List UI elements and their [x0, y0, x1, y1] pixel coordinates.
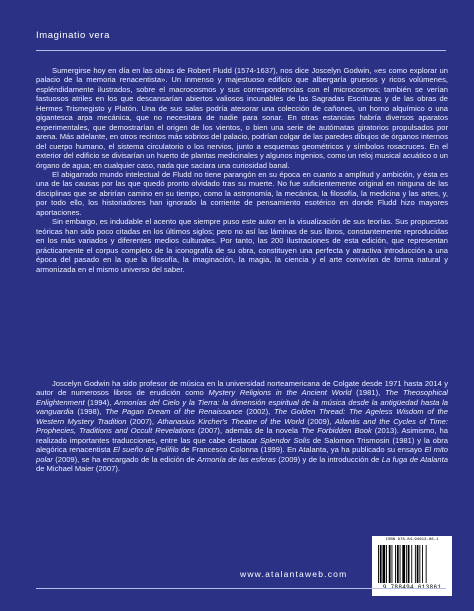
book-title: Atlantis and the Cycles of Time: Prophecies, Traditions and Occult Revelations — [36, 416, 449, 436]
barcode-bar — [392, 545, 393, 583]
bio-text-run: (2007), — [126, 416, 158, 426]
author-bio-paragraph — [36, 379, 448, 474]
barcode-bar — [389, 545, 391, 583]
synopsis-paragraph-3: Sin embargo, es indudable el acento que siempre puso este autor en la visualización de sus teorías. Sus propuestas teóricas han sido poco citadas en los últimos siglos; pero no así las láminas de sus libros, constantemente reproducidas en los más variados y diferentes medios culturales. Por tanto, las 200 ilustraciones de esta edición, que representan prácticamente el corpus completo de la iconografía de su obra, constituyen una perfecta y atractiva introducción a una época del pasado en la que la filosofía, la imaginación, la magia, la ciencia y el arte convivían de forma natural y armonizada en el mismo universo del saber. — [36, 217, 448, 274]
book-title: The Theosophical Enlightenment — [36, 388, 448, 407]
barcode-bar — [395, 545, 396, 583]
barcode — [372, 536, 452, 596]
bio-text-run: de Salomon Trismosin (1981) y la obra alegórica renacentista — [36, 435, 449, 455]
book-title: The Pagan Dream of the Renaissance — [105, 407, 243, 417]
barcode-bar — [397, 545, 399, 583]
barcode-bar — [383, 545, 386, 583]
barcode-bar — [406, 545, 407, 583]
bio-text-run: (1994), — [84, 397, 115, 407]
publisher-website[interactable]: www.atalantaweb.com — [240, 569, 348, 579]
bio-text-run: (1998), — [73, 407, 106, 417]
bio-text-run: de Michael Maier (2007). — [36, 464, 120, 474]
barcode-bar — [417, 545, 419, 583]
bio-text-run: (1981), — [351, 388, 385, 398]
series-title: Imaginatio vera — [36, 30, 110, 41]
bio-text-run: (2009), — [304, 416, 335, 426]
book-title: El sueño de Polifilo — [113, 445, 179, 455]
book-title: The Golden Thread: The Ageless Wisdom of the Western Mystery Tradition — [36, 407, 448, 426]
book-title: Splendor Solis — [260, 435, 310, 445]
bottom-divider — [36, 588, 446, 589]
barcode-bar — [380, 545, 382, 583]
bio-text-run: (2013). Asimismo, ha realizado importantes traducciones, entre las que cabe destacar — [36, 426, 448, 445]
bio-text-run: Joscelyn Godwin ha sido profesor de música en la universidad norteamericana de Colgate desde 1971 hasta 2014 y autor de numerosos libros de erudición como — [36, 379, 448, 398]
bio-text-run: de Francesco Colonna (1999). En Atalanta, ya ha publicado su ensayo — [178, 445, 425, 455]
book-title: Armonía de las esferas — [197, 454, 276, 464]
barcode-bar — [386, 545, 387, 583]
barcode-bar — [402, 545, 405, 583]
book-title: El mito polar — [36, 445, 448, 464]
barcode-bar — [419, 545, 420, 583]
author-bio — [36, 379, 448, 474]
barcode-bar — [378, 545, 379, 583]
barcode-bar — [408, 545, 410, 583]
top-divider — [36, 50, 446, 51]
book-title: The Forbidden Book — [301, 426, 372, 436]
barcode-bar — [411, 545, 412, 583]
bio-text-run: (2002), — [242, 407, 274, 417]
barcode-bar — [422, 545, 423, 583]
barcode-isbn-label: ISBN 978-84-94613-86-1 — [385, 538, 439, 542]
barcode-bars-icon — [378, 545, 446, 583]
book-title: Armonías del Cielo y la Tierra: la dimensión espiritual de la música desde la antigüedad hasta la vanguardia — [36, 397, 449, 417]
bio-text-run: (2009) y de la introducción de — [275, 454, 382, 464]
synopsis-text — [36, 66, 448, 274]
barcode-bar — [426, 545, 427, 583]
barcode-bar — [400, 545, 401, 583]
book-title: Athanasius Kircher's Theatre of the World — [157, 416, 305, 426]
book-title: La fuga de Atalanta — [381, 454, 448, 464]
synopsis-paragraph-1: Sumergirse hoy en día en las obras de Robert Fludd (1574-1637), nos dice Joscelyn Godwin, «es como explorar un palacio de la memoria renacentista». Un inmenso y majestuoso edificio que albergaría gruesos y ricos volúmenes, espléndidamente ilustrados, sobre el macrocosmos y sus correspondencias con el microcosmos; también se verían fastuosos atriles en los que descansarían abiertos valiosos incunables de las Sagradas Escrituras y de las obras de Hermes Trismegisto y Platón. Una de sus salas podría atesorar una colección de cañones, un horno alquímico o una gigantesca arpa mecánica, que no necesitara de nadie para sonar. En otras estancias habría diversos aparatos experimentales, que demostrarían el origen de los vientos, o bien una serie de autómatas giratorios propulsados por arena. Más adelante, en otros recintos más sobrios del palacio, podrían colgar de las paredes dibujos de órganos internos del cuerpo humano, el sistema circulatorio o los nervios, junto a esquemas geométricos y símbolos rosacruces. En el exterior del edificio se divisarían un huerto de plantas medicinales y algunos ingenios, como un reloj musical acuático o un órgano de agua; en cualquier caso, nada que saciara una curiosidad banal. — [36, 66, 448, 170]
book-title: Mystery Religions in the Ancient World — [208, 388, 352, 398]
bio-text-run: (2009), se ha encargado de la edición de — [52, 454, 198, 464]
barcode-bar — [415, 545, 416, 583]
bio-text-run: (2007), además de la novela — [194, 426, 302, 436]
synopsis-paragraph-2: El abigarrado mundo intelectual de Fludd no tiene parangón en su época en cuanto a amplitud y ambición, y ésta es una de las causas por las que quedó pronto olvidado tras su muerte. No fue suficientemente original en ninguna de las disciplinas que se abrirían camino en su tiempo, como la astronomía, la mecánica, la filosofía, la medicina y las artes, y, por todo ello, los historiadores han ignorado la corriente de pensamiento esotérico en donde Fludd hizo mayores aportaciones. — [36, 169, 448, 217]
